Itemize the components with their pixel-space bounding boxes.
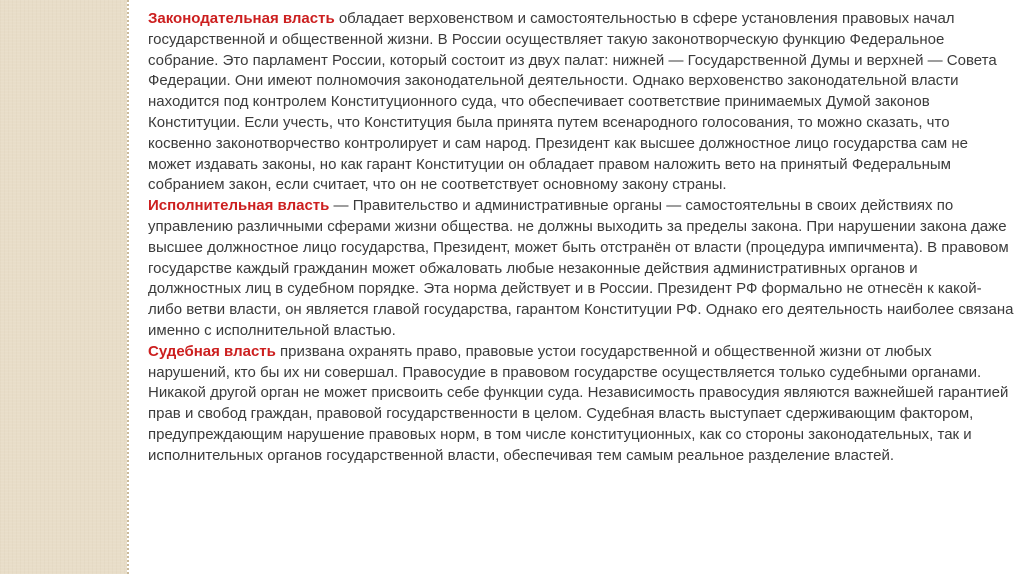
sidebar-divider [127, 0, 129, 574]
decorative-sidebar [0, 0, 127, 574]
paragraph-judicial [148, 342, 1014, 467]
paragraph-executive-body: — Правительство и административные органы — самостоятельны в своих действиях по управлению различными сферами жизни общества. не должны выходить за пределы закона. При нарушении закона даже высшее должностное лицо государства, Президент, может быть отстранён от власти (процедура импичмента). В правовом государстве каждый гражданин может обжаловать любые незаконные действия административных органов и должностных лиц в судебном порядке. Эта норма действует и в России. Президент РФ формально не отнесён к какой-либо ветви власти, он является главой государства, гарантом Конституции РФ. Однако его деятельность наиболее связана именно с исполнительной властью. [148, 197, 1014, 339]
term-judicial: Судебная власть [148, 342, 276, 360]
term-executive: Исполнительная власть [148, 197, 330, 215]
paragraph-executive [148, 196, 1014, 342]
paragraph-legislative-body: обладает верховенством и самостоятельностью в сфере установления правовых начал государственной и общественной жизни. В России осуществляет такую законотворческую функцию Федеральное собрание. Это парламент России, который состоит из двух палат: нижней — Государственной Думы и верхней — Совета Федерации. Они имеют полномочия законодательной деятельности. Однако верховенство законодательной власти находится под контролем Конституционного суда, что обеспечивает соответствие принимаемых Думой законов Конституции. Если учесть, что Конституция была принята путем всенародного голосования, то можно сказать, что косвенно законотворчество контролирует и сам народ. Президент как высшее должностное лицо государства сам не может издавать законы, но как гарант Конституции он обладает правом наложить вето на принятый Федеральным собранием закон, если считает, что он не соответствует основному закону страны. [148, 10, 997, 194]
term-legislative: Законодательная власть [148, 10, 335, 27]
slide-text-block [148, 9, 1014, 467]
paragraph-legislative [148, 9, 1014, 196]
paragraph-judicial-body: призвана охранять право, правовые устои государственной и общественной жизни от любых нарушений, кто бы их ни совершал. Правосудие в правовом государстве осуществляется только судебными органами. Никакой другой орган не может присвоить себе функции суда. Независимость правосудия являются важнейшей гарантией прав и свобод граждан, правовой государственности в целом. Судебная власть выступает сдерживающим фактором, предупреждающим нарушение правовых норм, в том числе конституционных, как со стороны законодательных, так и исполнительных органов государственной власти, обеспечивая тем самым реальное разделение властей. [148, 342, 1009, 464]
